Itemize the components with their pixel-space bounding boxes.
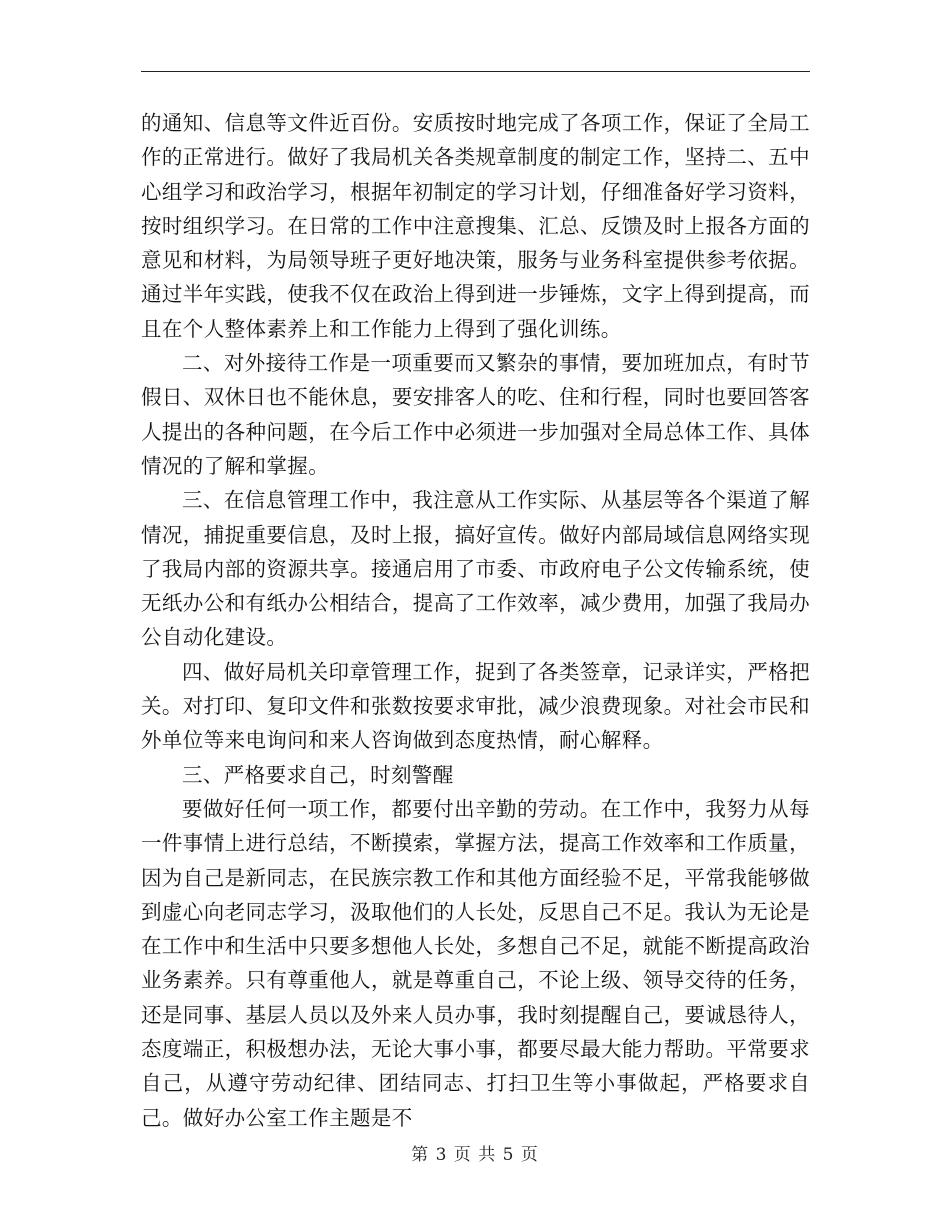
document-body — [141, 106, 810, 1135]
paragraph-2: 二、对外接待工作是一项重要而又繁杂的事情，要加班加点，有时节假日、双休日也不能休息，要安排客人的吃、住和行程，同时也要回答客人提出的各种问题，在今后工作中必须进一步加强对全局总体工作、具体情况的了解和掌握。 — [141, 351, 810, 478]
section-heading: 三、严格要求自己，时刻警醒 — [182, 762, 454, 787]
paragraph-1: 的通知、信息等文件近百份。安质按时地完成了各项工作，保证了全局工作的正常进行。做好了我局机关各类规章制度的制定工作，坚持二、五中心组学习和政治学习，根据年初制定的学习计划，仔细准备好学习资料，按时组织学习。在日常的工作中注意搜集、汇总、反馈及时上报各方面的意见和材料，为局领导班子更好地决策，服务与业务科室提供参考依据。通过半年实践，使我不仅在政治上得到进一步锤炼，文字上得到提高，而且在个人整体素养上和工作能力上得到了强化训练。 — [141, 111, 810, 341]
header-rule — [141, 71, 810, 72]
paragraph-3: 三、在信息管理工作中，我注意从工作实际、从基层等各个渠道了解情况，捕捉重要信息，及时上报，搞好宣传。做好内部局域信息网络实现了我局内部的资源共享。接通启用了市委、市政府电子公文传输系统，使无纸办公和有纸办公相结合，提高了工作效率，减少费用，加强了我局办公自动化建设。 — [141, 488, 810, 650]
paragraph-5: 要做好任何一项工作，都要付出辛勤的劳动。在工作中，我努力从每一件事情上进行总结，不断摸索，掌握方法，提高工作效率和工作质量，因为自己是新同志，在民族宗教工作和其他方面经验不足，平常我能够做到虚心向老同志学习，汲取他们的人长处，反思自己不足。我认为无论是在工作中和生活中只要多想他人长处，多想自己不足，就能不断提高政治业务素养。只有尊重他人，就是尊重自己，不论上级、领导交待的任务，还是同事、基层人员以及外来人员办事，我时刻提醒自己，要诚恳待人，态度端正，积极想办法，无论大事小事，都要尽最大能力帮助。平常要求自己，从遵守劳动纪律、团结同志、打扫卫生等小事做起，严格要求自己。做好办公室工作主题是不 — [141, 796, 810, 1130]
page-number-footer: 第 3 页 共 5 页 — [411, 1145, 539, 1165]
paragraph-4: 四、做好局机关印章管理工作，捉到了各类签章，记录详实，严格把关。对打印、复印文件和张数按要求审批，减少浪费现象。对社会市民和外单位等来电询问和来人咨询做到态度热情，耐心解释。 — [141, 659, 810, 753]
